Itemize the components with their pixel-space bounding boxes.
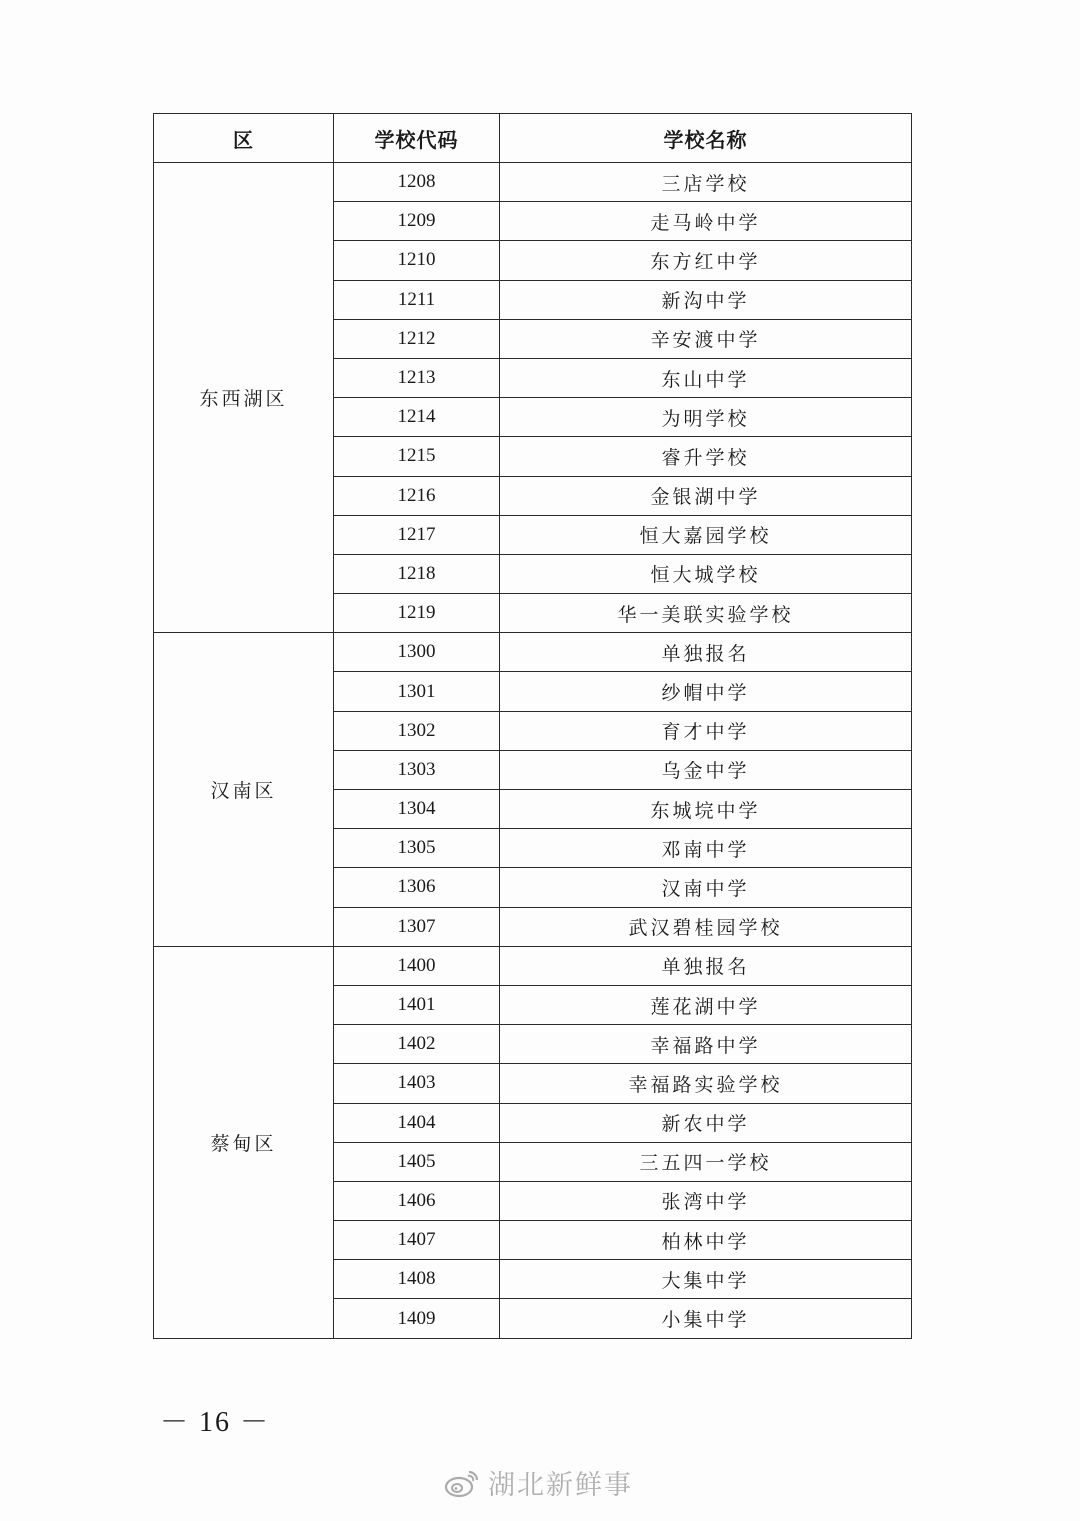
- school-name-cell: 幸福路实验学校: [500, 1064, 912, 1103]
- school-code-cell: 1400: [334, 946, 500, 985]
- school-code-table: [153, 113, 912, 1339]
- school-code-cell: 1215: [334, 437, 500, 476]
- school-code-cell: 1214: [334, 398, 500, 437]
- table-body: [154, 163, 912, 1339]
- school-name-cell: 乌金中学: [500, 750, 912, 789]
- school-name-cell: 走马岭中学: [500, 202, 912, 241]
- school-code-cell: 1307: [334, 907, 500, 946]
- school-name-cell: 大集中学: [500, 1260, 912, 1299]
- table-row: [154, 163, 912, 202]
- school-name-cell: 育才中学: [500, 711, 912, 750]
- table-header-row: [154, 114, 912, 163]
- school-code-cell: 1405: [334, 1142, 500, 1181]
- school-code-cell: 1300: [334, 633, 500, 672]
- source-watermark: [444, 1463, 633, 1502]
- school-code-cell: 1213: [334, 358, 500, 397]
- school-code-cell: 1217: [334, 515, 500, 554]
- school-code-cell: 1218: [334, 554, 500, 593]
- school-code-cell: 1406: [334, 1181, 500, 1220]
- school-code-cell: 1216: [334, 476, 500, 515]
- school-code-cell: 1304: [334, 790, 500, 829]
- school-name-cell: 张湾中学: [500, 1181, 912, 1220]
- school-name-cell: 三五四一学校: [500, 1142, 912, 1181]
- school-name-cell: 单独报名: [500, 633, 912, 672]
- school-name-cell: 柏林中学: [500, 1221, 912, 1260]
- weibo-icon: [444, 1468, 480, 1498]
- school-code-cell: 1407: [334, 1221, 500, 1260]
- header-district: 区: [154, 114, 334, 163]
- school-name-cell: 金银湖中学: [500, 476, 912, 515]
- school-code-cell: 1302: [334, 711, 500, 750]
- school-code-cell: 1301: [334, 672, 500, 711]
- school-code-cell: 1219: [334, 594, 500, 633]
- school-code-cell: 1408: [334, 1260, 500, 1299]
- school-name-cell: 武汉碧桂园学校: [500, 907, 912, 946]
- watermark-text: 湖北新鲜事: [488, 1470, 633, 1501]
- header-school-code: 学校代码: [334, 114, 500, 163]
- header-school-name: 学校名称: [500, 114, 912, 163]
- school-name-cell: 汉南中学: [500, 868, 912, 907]
- district-cell: 东西湖区: [154, 163, 334, 633]
- school-name-cell: 单独报名: [500, 946, 912, 985]
- school-name-cell: 华一美联实验学校: [500, 594, 912, 633]
- school-name-cell: 睿升学校: [500, 437, 912, 476]
- school-code-cell: 1403: [334, 1064, 500, 1103]
- school-name-cell: 新农中学: [500, 1103, 912, 1142]
- school-name-cell: 辛安渡中学: [500, 319, 912, 358]
- school-name-cell: 邓南中学: [500, 829, 912, 868]
- school-code-cell: 1208: [334, 163, 500, 202]
- school-code-cell: 1209: [334, 202, 500, 241]
- school-name-cell: 东山中学: [500, 358, 912, 397]
- table-row: [154, 633, 912, 672]
- school-name-cell: 三店学校: [500, 163, 912, 202]
- school-code-cell: 1211: [334, 280, 500, 319]
- school-code-cell: 1409: [334, 1299, 500, 1338]
- school-code-cell: 1210: [334, 241, 500, 280]
- school-name-cell: 莲花湖中学: [500, 985, 912, 1024]
- school-code-cell: 1212: [334, 319, 500, 358]
- school-code-cell: 1401: [334, 985, 500, 1024]
- table-row: [154, 946, 912, 985]
- school-code-cell: 1305: [334, 829, 500, 868]
- district-cell: 蔡甸区: [154, 946, 334, 1338]
- school-name-cell: 恒大城学校: [500, 554, 912, 593]
- school-name-cell: 新沟中学: [500, 280, 912, 319]
- district-cell: 汉南区: [154, 633, 334, 947]
- school-name-cell: 为明学校: [500, 398, 912, 437]
- page-number: － 16 －: [160, 1407, 271, 1438]
- school-code-cell: 1404: [334, 1103, 500, 1142]
- school-name-cell: 幸福路中学: [500, 1025, 912, 1064]
- school-code-cell: 1303: [334, 750, 500, 789]
- school-code-cell: 1402: [334, 1025, 500, 1064]
- school-name-cell: 东城垸中学: [500, 790, 912, 829]
- school-code-cell: 1306: [334, 868, 500, 907]
- school-name-cell: 东方红中学: [500, 241, 912, 280]
- school-name-cell: 纱帽中学: [500, 672, 912, 711]
- school-name-cell: 小集中学: [500, 1299, 912, 1338]
- school-name-cell: 恒大嘉园学校: [500, 515, 912, 554]
